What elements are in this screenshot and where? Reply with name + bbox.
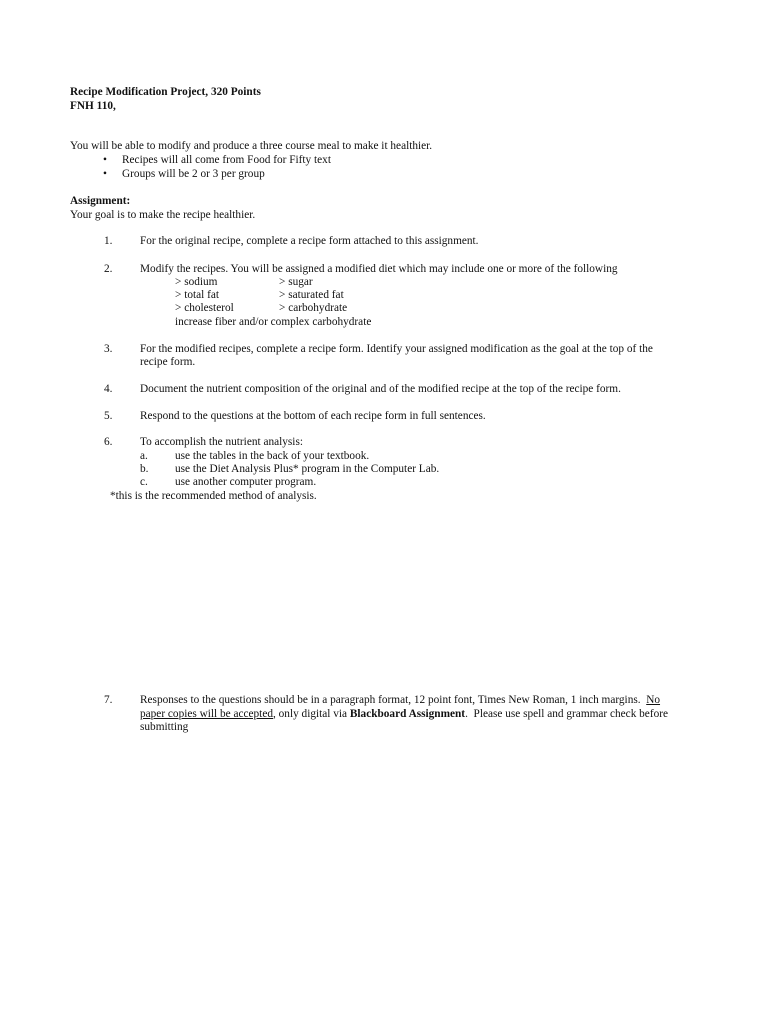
step-number: 7. [104, 694, 113, 706]
diet-item: > total fat [175, 289, 220, 301]
step-1-text: For the original recipe, complete a recipe form attached to this assignment. [140, 235, 479, 247]
step-7-line-3: submitting [140, 721, 189, 733]
step-number: 1. [104, 235, 113, 247]
assignment-goal: Your goal is to make the recipe healthier. [70, 209, 256, 221]
intro-text: You will be able to modify and produce a three course meal to make it healthier. [70, 140, 433, 152]
sub-letter: a. [140, 450, 148, 462]
document-title: Recipe Modification Project, 320 Points [70, 86, 261, 98]
step-2-text: Modify the recipes. You will be assigned a modified diet which may include one or more of the following [140, 263, 618, 275]
step-7-text: Responses to the questions should be in a paragraph format, 12 point font, Times New Roman, 1 inch margins. [140, 694, 647, 706]
assignment-heading: Assignment: [70, 195, 131, 207]
sub-letter: c. [140, 476, 148, 488]
intro-bullet-item: • Groups will be 2 or 3 per group [122, 168, 265, 182]
step-7-text: . Please use spell and grammar check before [465, 708, 669, 720]
step-7-line-1 [140, 694, 660, 708]
no-paper-underlined: No [646, 694, 661, 706]
diet-item: > sugar [279, 276, 313, 288]
paper-copies-underlined: paper copies will be accepted [140, 708, 273, 720]
step-number: 6. [104, 436, 113, 448]
step-6-text: To accomplish the nutrient analysis: [140, 436, 303, 448]
step-number: 4. [104, 383, 113, 395]
sub-letter: b. [140, 463, 149, 475]
diet-item: > saturated fat [279, 289, 344, 301]
step-5-text: Respond to the questions at the bottom of each recipe form in full sentences. [140, 410, 486, 422]
step-number: 2. [104, 263, 113, 275]
step-number: 3. [104, 343, 113, 355]
step-7-line-2 [140, 708, 668, 722]
step-3-text-cont: recipe form. [140, 356, 196, 368]
step-4-text: Document the nutrient composition of the original and of the modified recipe at the top of the recipe form. [140, 383, 621, 395]
diet-item: > cholesterol [175, 302, 234, 314]
sub-item-text: use another computer program. [175, 476, 317, 488]
footnote: *this is the recommended method of analysis. [110, 490, 317, 502]
sub-item-text: use the tables in the back of your textbook. [175, 450, 370, 462]
step-3-text: For the modified recipes, complete a recipe form. Identify your assigned modification as the goal at the top of the [140, 343, 653, 355]
sub-item-text: use the Diet Analysis Plus* program in the Computer Lab. [175, 463, 440, 475]
diet-item-extra: increase fiber and/or complex carbohydrate [175, 316, 372, 328]
diet-item: > carbohydrate [279, 302, 348, 314]
course-code: FNH 110, [70, 100, 116, 112]
intro-bullet-item: • Recipes will all come from Food for Fifty text [122, 154, 331, 168]
blackboard-assignment-bold: Blackboard Assignment [349, 708, 466, 720]
diet-item: > sodium [175, 276, 218, 288]
step-7-text: , only digital via [273, 708, 350, 720]
step-number: 5. [104, 410, 113, 422]
